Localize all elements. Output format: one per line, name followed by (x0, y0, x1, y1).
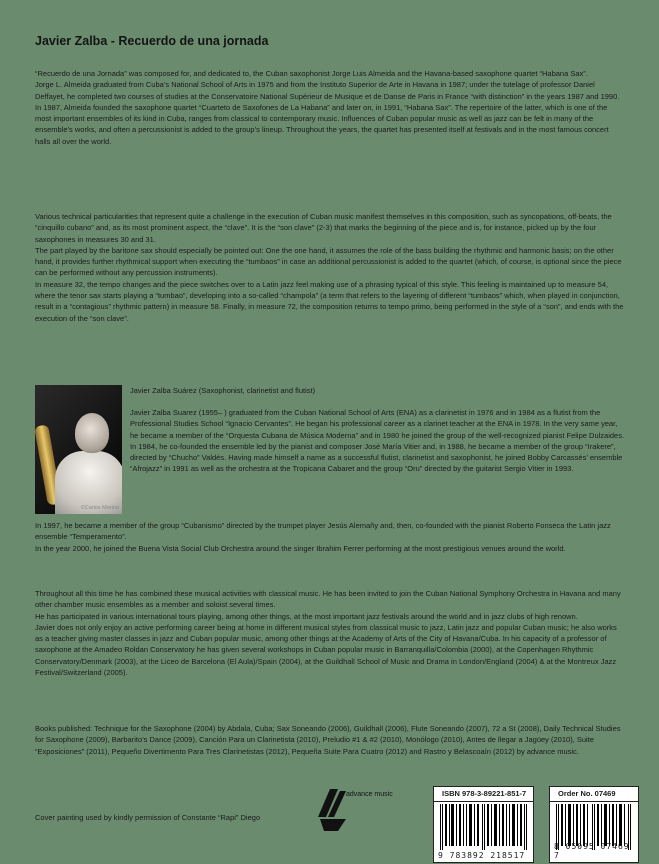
isbn-barcode-icon (438, 804, 529, 850)
bio-career-block (35, 588, 625, 678)
isbn-barcode-box (433, 786, 534, 863)
analysis-paragraph-1: Various technical particularities that represent quite a challenge in the execution of Cuban music manifest themselves in this composition, such as syncopations, off-beats, the “cinquillo cubano” and, as its most prominent aspect, the “clave”. It is the “son clave” (2-3) that marks the beginning of the piece and is, for instance, picked up by the four saxophones in measures 30 and 31. (35, 212, 612, 244)
bio-paragraph-5: Throughout all this time he has combined these musical activities with classical music. He has been invited to join the Cuban National Symphony Orchestra in Havana and many other chamber music ensembles as a member and soloist several times. (35, 589, 621, 610)
artist-head-shape (75, 413, 109, 453)
bio-paragraph-1: Javier Zalba Suarez (1955– ) graduated from the Cuban National School of Arts (ENA) as a clarinetist in 1976 and in 1984 as a flutist from the Professional Studies School “Ignacio Cervantes”. He began his professional career as a clarinet teacher at the ENA in 1978. In the very same year, he became a member of the “Orquesta Cubana de Música Moderna” and in 1980 he joined the group of the well-recognized pianist Felipe Dulzaides. (130, 408, 625, 440)
books-published: Books published: Technique for the Saxophone (2004) by Abdala, Cuba; Sax Soneando (2006), Guildhall (2006), Flute Soneando (2007), 72 a St (2008), Daily Technical Studies for Saxophone (2009), Barbarito’s Dance (2009), Canción Para un Clarinetista (2010), Preludio #1 & #2 (2010), Monólogo (2010), Antes de llegar a Jagüey (2010), Suite “Exposiciones” (2011), Pequeño Divertimento Para Tres Clarinetistas (2012), Pequeña Suite Para Cuatro (2012) and Rastro y Belascoaín (2012) by advance music. (35, 724, 621, 756)
artist-photo (35, 385, 122, 514)
isbn-label: ISBN 978-3-89221-851-7 (434, 787, 533, 802)
bio-paragraph-3: In 1997, he became a member of the group “Cubanismo” directed by the trumpet player Jesús Alemañy and, then, co-founded with the pianist Roberto Fonseca the Latin jazz ensemble “Temperamento”. (35, 521, 611, 542)
intro-section (35, 68, 625, 147)
bio-continued-block (35, 520, 625, 554)
bio-top-block (130, 407, 626, 475)
bio-paragraph-4: In the year 2000, he joined the Buena Vista Social Club Orchestra around the singer Ibrahim Ferrer performing at the most prestigious venues around the world. (35, 543, 566, 553)
publisher-name: advance music (346, 791, 393, 798)
page-title: Javier Zalba - Recuerdo de una jornada (35, 34, 269, 48)
isbn-digits: 9 783892 218517 (438, 851, 526, 860)
analysis-section (35, 211, 625, 324)
isbn-barcode (434, 802, 533, 862)
order-barcode (550, 802, 638, 862)
order-digits: 8 05095 07469 7 (554, 842, 630, 860)
analysis-paragraph-2: The part played by the baritone sax should especially be pointed out: One the one hand, it assumes the role of the bass building the rhythmic and harmonic basis; on the other hand, it provides further rhythmical support when executing the “tumbaos” in case an additional percussionist is added to the quartet (which, of course, is optional since the piece can be performed without any percussion instruments). (35, 245, 622, 278)
cover-credit-block (35, 812, 335, 823)
bio-paragraph-7: Javier does not only enjoy an active performing career being at home in different musical styles from classical music to jazz, Latin jazz and popular Cuban music; he also works as a teacher giving master classes in jazz and Cuban popular music, among other things at the Academy of Arts of the City of Havana/Cuba. In his capacity of a professor of saxophone at the Amadeo Roldan Conservatory he has given several workshops in Cuban popular music in Barranquilla/Colombia (2000), at the Copenhagen Rhythmic Conservatory/Denmark (2003), at the Liceo de Barcelona (El Aula)/Spain (2004), at the Guildhall School of Music and Drama in London/England (2004) & at the Montreux Jazz Festival/Switzerland (2005). (35, 622, 617, 678)
books-block (35, 723, 625, 757)
bio-heading-block (130, 385, 626, 396)
intro-paragraph-1: “Recuerdo de una Jornada” was composed for, and dedicated to, the Cuban saxophonist Jorge Luis Almeida and the Havana-based saxophone quartet “Habana Sax”. (35, 69, 588, 78)
photo-credit: ©Carlos Merino (80, 505, 119, 511)
bio-heading: Javier Zalba Suárez (Saxophonist, clarinetist and flutist) (130, 386, 316, 395)
bio-paragraph-2: In 1984, he co-founded the ensemble led by the pianist and composer José María Vitier and, in 1988, he became a member of the group “Irakere”, directed by “Chucho” Valdés. Having made himself a name as a successful flutist, clarinetist and saxophonist, he joined Bobby Carcassés’ ensemble “Afrojazz” in 1991 as well as the orchestra at the Tropicana Cabaret and the group “Oru” directed by the guitarist Sergio Vitier in 1993. (130, 441, 623, 474)
analysis-paragraph-3: In measure 32, the tempo changes and the piece switches over to a Latin jazz feel making use of a phrasing typical of this style. This feeling is maintained up to measure 54, where the tenor sax starts playing a “tumbao”, developing into a so-called “champola” (a term that refers to the layering of different “tumbaos” which, when played in conjunction, result in a “contagious” rhythmic pattern) in measure 58. Finally, in measure 72, the composition returns to tempo primo, being performed in the style of a “son”, and ends with the execution of the “son clave”. (35, 279, 624, 323)
intro-paragraph-3: In 1987, Almeida founded the saxophone quartet “Cuarteto de Saxofones de La Habana” and later on, in 1991, “Habana Sax”. The repertoire of the latter, which is one of the most important ensembles of its kind in Cuba, ranges from classical to contemporary music. Influences of Cuban popular music as well as jazz can be felt in many of the ensemble’s works, and often a percussionist is added to the group’s lineup. Throughout the years, the quartet has presented itself at festivals and in the most famous concert halls all over the world. (35, 102, 609, 146)
cover-credit: Cover painting used by kindly permission of Constante “Rapi” Diego (35, 813, 261, 822)
intro-paragraph-2: Jorge L. Almeida graduated from Cuba’s National School of Arts in 1975 and from the Instituto Superior de Arte in Havana in 1987; under the tutelage of professor Daniel Deffayet, he completed two courses of studies at the Conservatoire National Supérieur de Musique et de Danse de Paris in France “with distinction” in the years 1987 and 1990. (35, 80, 620, 101)
order-label: Order No. 07469 (550, 787, 638, 802)
bio-paragraph-6: He has participated in various international tours playing, among other things, at the most important jazz festivals around the world and in jazz clubs of high renown. (35, 611, 578, 621)
order-barcode-box (549, 786, 639, 863)
advance-music-logo-icon (316, 783, 348, 833)
